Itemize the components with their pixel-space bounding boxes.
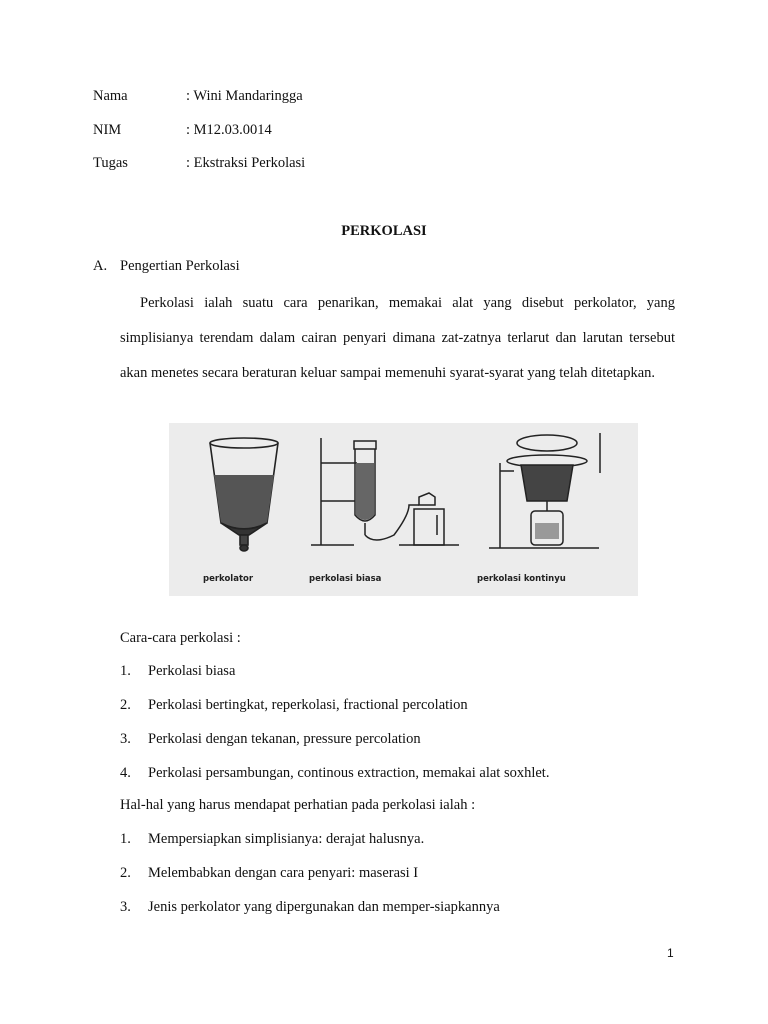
cara-item-number: 1. <box>120 663 131 679</box>
figure-caption-perkolasi-biasa: perkolasi biasa <box>309 574 382 584</box>
tugas-value: : Ekstraksi Perkolasi <box>186 155 306 171</box>
figure-caption-perkolasi-kontinyu: perkolasi kontinyu <box>477 574 566 584</box>
page-number: 1 <box>667 946 674 960</box>
cara-item-text: Perkolasi dengan tekanan, pressure percolation <box>148 731 421 747</box>
hal-item-number: 3. <box>120 899 131 915</box>
section-a-heading: Pengertian Perkolasi <box>120 258 240 274</box>
nim-label: NIM <box>93 122 122 138</box>
nim-value: : M12.03.0014 <box>186 122 272 138</box>
tugas-label: Tugas <box>93 155 128 171</box>
hal-item-number: 2. <box>120 865 131 881</box>
percolator-figure <box>169 423 638 596</box>
cara-item-text: Perkolasi biasa <box>148 663 236 679</box>
cara-item-text: Perkolasi persambungan, continous extraction, memakai alat soxhlet. <box>148 765 550 781</box>
perkolator-drawing <box>210 438 278 551</box>
cara-item-number: 4. <box>120 765 131 781</box>
hal-intro: Hal-hal yang harus mendapat perhatian pada perkolasi ialah : <box>120 797 476 813</box>
section-a-marker: A. <box>93 258 108 274</box>
hal-item-number: 1. <box>120 831 131 847</box>
name-value: : Wini Mandaringga <box>186 88 303 104</box>
percolator-illustration <box>169 423 638 596</box>
cara-item-number: 2. <box>120 697 131 713</box>
hal-item-text: Melembabkan dengan cara penyari: maserasi I <box>148 865 419 881</box>
name-label: Nama <box>93 88 128 104</box>
perkolasi-kontinyu-drawing <box>489 433 600 548</box>
perkolasi-biasa-drawing <box>311 438 459 545</box>
document-title: PERKOLASI <box>341 223 427 239</box>
hal-item-text: Jenis perkolator yang dipergunakan dan memper-siapkannya <box>148 899 500 915</box>
hal-item-text: Mempersiapkan simplisianya: derajat halusnya. <box>148 831 425 847</box>
figure-caption-perkolator: perkolator <box>203 574 254 584</box>
cara-intro: Cara-cara perkolasi : <box>120 630 241 646</box>
cara-item-number: 3. <box>120 731 131 747</box>
cara-item-text: Perkolasi bertingkat, reperkolasi, fractional percolation <box>148 697 468 713</box>
definition-paragraph: Perkolasi ialah suatu cara penarikan, memakai alat yang disebut perkolator, yang simplisianya terendam dalam cairan penyari dimana zat-zatnya terlarut dan larutan tersebut akan menetes secara beraturan keluar sampai memenuhi syarat-syarat yang telah ditetapkan. <box>120 295 675 381</box>
